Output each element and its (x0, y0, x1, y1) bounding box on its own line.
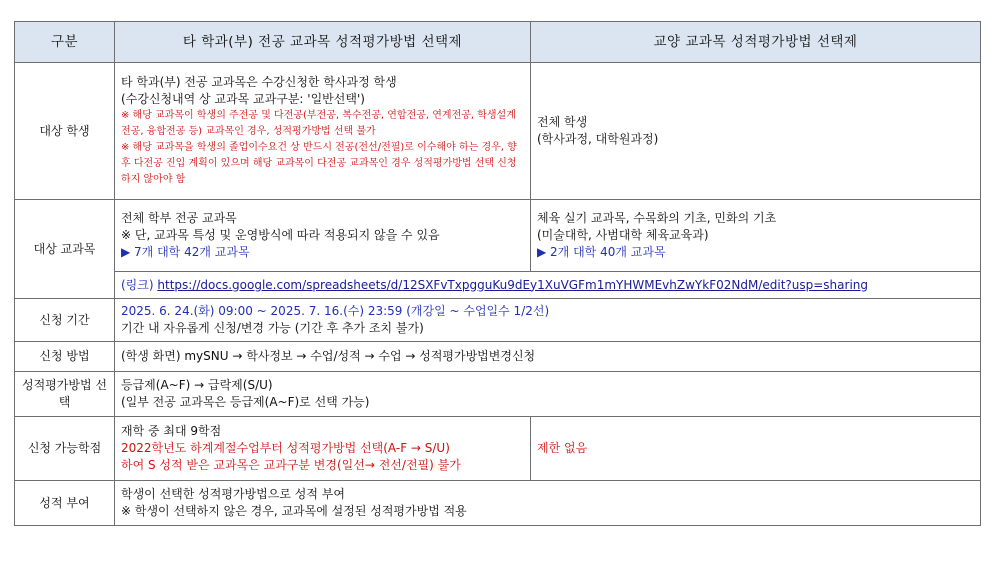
row-period (15, 299, 981, 342)
row-course-link (15, 272, 981, 299)
course-grading-table (14, 21, 981, 526)
major-target-students (115, 63, 531, 200)
liberal-students-line2: (학사과정, 대학원과정) (537, 132, 659, 146)
major-students-note2: ※ 해당 교과목을 학생의 졸업이수요건 상 반드시 전공(전선/전필)로 이수해야 하는 경우, 향후 다전공 진입 계획이 있으며 해당 교과목이 다전공 교과목인 경우 성적평가방법 선택 신청하지 않아야 함 (121, 142, 517, 185)
label-grade-assign: 성적 부여 (15, 481, 115, 526)
course-list-link-cell (115, 272, 981, 299)
header-category: 구분 (15, 22, 115, 63)
course-list-link[interactable] (121, 277, 974, 294)
method-path: (학생 화면) mySNU → 학사정보 → 수업/성적 → 수업 → 성적평가방법변경신청 (121, 349, 536, 363)
liberal-target-students (531, 63, 981, 200)
label-credits: 신청 가능학점 (15, 417, 115, 481)
method-cell (115, 342, 981, 372)
period-cell (115, 299, 981, 342)
liberal-courses-count: ▶ 2개 대학 40개 교과목 (537, 245, 666, 259)
link-prefix: (링크) (121, 277, 154, 292)
row-grade-assign (15, 481, 981, 526)
credits-line3: 하여 S 성적 받은 교과목은 교과구분 변경(일선→ 전선/전필) 불가 (121, 458, 461, 472)
major-target-courses (115, 200, 531, 272)
header-liberal-system: 교양 교과목 성적평가방법 선택제 (531, 22, 981, 63)
grading-line1: 등급제(A~F) → 급락제(S/U) (121, 378, 273, 392)
grade-assign-line1: 학생이 선택한 성적평가방법으로 성적 부여 (121, 487, 345, 501)
major-students-note1: ※ 해당 교과목이 학생의 주전공 및 다전공(부전공, 복수전공, 연합전공, 연계전공, 학생설계전공, 융합전공 등) 교과목인 경우, 성적평가방법 선택 불가 (121, 110, 516, 137)
credits-line2: 2022학년도 하계계절수업부터 성적평가방법 선택(A-F → S/U) (121, 441, 450, 455)
major-students-line2: (수강신청내역 상 교과목 교과구분: '일반선택') (121, 92, 365, 106)
major-courses-line2: ※ 단, 교과목 특성 및 운영방식에 따라 적용되지 않을 수 있음 (121, 228, 440, 242)
liberal-credits (531, 417, 981, 481)
link-url[interactable]: https://docs.google.com/spreadsheets/d/12SXFvTxpgguKu9dEy1XuVGFm1mYHWMEvhZwYkF02NdM/edit?usp=sharing (157, 277, 868, 292)
major-courses-count: ▶ 7개 대학 42개 교과목 (121, 245, 250, 259)
major-courses-line1: 전체 학부 전공 교과목 (121, 211, 237, 225)
row-grading (15, 372, 981, 417)
label-method: 신청 방법 (15, 342, 115, 372)
label-target-courses: 대상 교과목 (15, 200, 115, 299)
row-credits (15, 417, 981, 481)
period-dates: 2025. 6. 24.(화) 09:00 ~ 2025. 7. 16.(수) 23:59 (개강일 ~ 수업일수 1/2선) (121, 304, 550, 318)
grading-cell (115, 372, 981, 417)
header-major-system: 타 학과(부) 전공 교과목 성적평가방법 선택제 (115, 22, 531, 63)
liberal-courses-line1: 체육 실기 교과목, 수목화의 기초, 민화의 기초 (537, 211, 777, 225)
label-target-students: 대상 학생 (15, 63, 115, 200)
liberal-target-courses (531, 200, 981, 272)
major-credits (115, 417, 531, 481)
header-row (15, 22, 981, 63)
row-method (15, 342, 981, 372)
grade-assign-cell (115, 481, 981, 526)
row-target-courses (15, 200, 981, 272)
period-note: 기간 내 자유롭게 신청/변경 가능 (기간 후 추가 조치 불가) (121, 321, 424, 335)
grading-line2: (일부 전공 교과목은 등급제(A~F)로 선택 가능) (121, 395, 370, 409)
label-period: 신청 기간 (15, 299, 115, 342)
liberal-students-line1: 전체 학생 (537, 115, 588, 129)
grade-assign-line2: ※ 학생이 선택하지 않은 경우, 교과목에 설정된 성적평가방법 적용 (121, 504, 467, 518)
row-target-students (15, 63, 981, 200)
label-grading: 성적평가방법 선택 (15, 372, 115, 417)
credits-line1: 재학 중 최대 9학점 (121, 424, 222, 438)
major-students-line1: 타 학과(부) 전공 교과목은 수강신청한 학사과정 학생 (121, 75, 397, 89)
liberal-courses-line2: (미술대학, 사범대학 체육교육과) (537, 228, 709, 242)
liberal-credits-text: 제한 없음 (537, 441, 588, 455)
